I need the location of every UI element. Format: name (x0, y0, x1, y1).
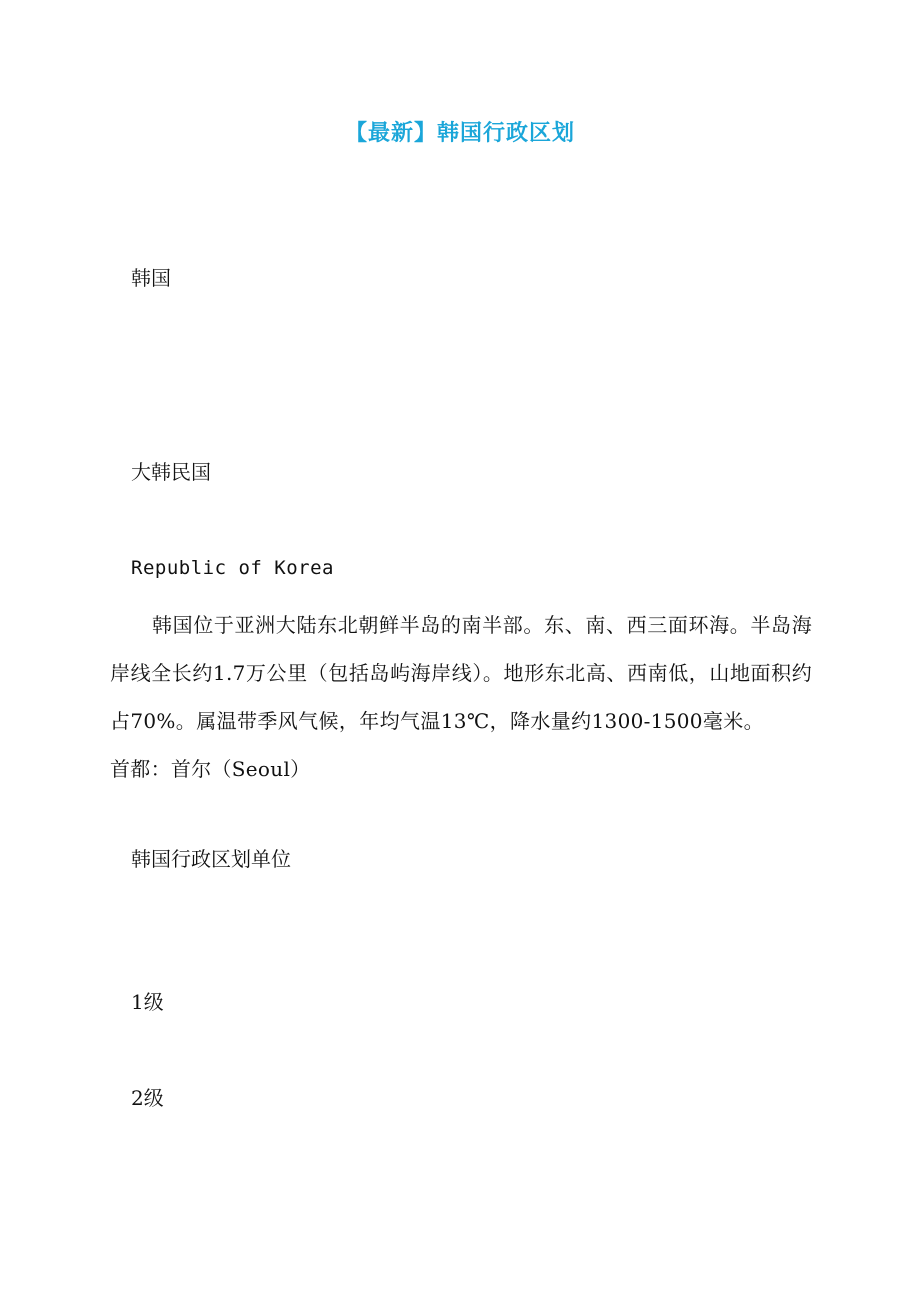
capital-text: 首都：首尔（Seoul） (110, 757, 311, 781)
intro-text: 韩国位于亚洲大陆东北朝鲜半岛的南半部。东、南、西三面环海。半岛海岸线全长约1.7万公里（包括岛屿海岸线）。地形东北高、西南低，山地面积约占70%。属温带季风气候，年均气温13℃，降水量约1300-1500毫米。 (110, 613, 812, 733)
full-name-chinese: 大韩民国 (131, 460, 211, 484)
level-1-label: 1级 (131, 990, 164, 1014)
full-name-english: Republic of Korea (131, 557, 334, 579)
intro-paragraph (110, 601, 812, 793)
document-title: 【最新】韩国行政区划 (344, 121, 575, 146)
section-heading-admin-divisions: 韩国行政区划单位 (131, 847, 291, 871)
heading-korea: 韩国 (131, 266, 171, 290)
level-2-label: 2级 (131, 1086, 164, 1110)
